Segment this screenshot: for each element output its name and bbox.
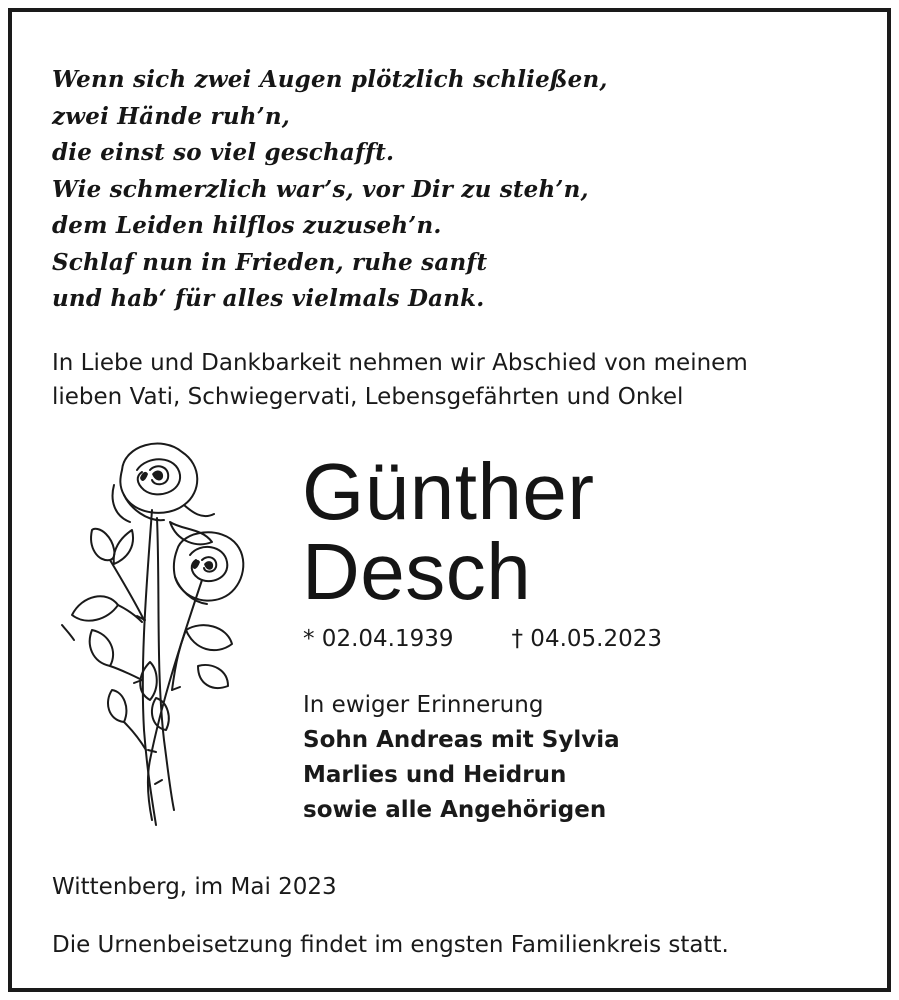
deceased-last-name: Desch	[302, 527, 532, 616]
death-date: † 04.05.2023	[511, 626, 662, 652]
poem-line: und hab‘ für alles vielmals Dank.	[52, 285, 485, 312]
place-and-date: Wittenberg, im Mai 2023	[52, 874, 337, 900]
deceased-first-name: Günther	[302, 447, 595, 536]
rose-drawing-icon	[52, 430, 252, 835]
birth-date: * 02.04.1939	[303, 626, 454, 652]
poem-line: Wenn sich zwei Augen plötzlich schließen,	[52, 66, 608, 93]
mourner-name: Sohn Andreas mit Sylvia	[303, 727, 620, 753]
farewell-intro	[52, 346, 748, 414]
deceased-name	[302, 447, 595, 616]
poem-line: dem Leiden hilflos zuzuseh’n.	[52, 212, 442, 239]
poem	[52, 62, 608, 318]
burial-note: Die Urnenbeisetzung findet im engsten Familienkreis statt.	[52, 932, 729, 958]
intro-line: lieben Vati, Schwiegervati, Lebensgefährten und Onkel	[52, 384, 684, 410]
mourners-block	[303, 688, 620, 828]
mourner-name: Marlies und Heidrun	[303, 762, 567, 788]
intro-line: In Liebe und Dankbarkeit nehmen wir Abschied von meinem	[52, 350, 748, 376]
poem-line: die einst so viel geschafft.	[52, 139, 395, 166]
poem-line: Wie schmerzlich war’s, vor Dir zu steh’n,	[52, 175, 589, 203]
mourner-name: sowie alle Angehörigen	[303, 797, 607, 823]
memory-heading: In ewiger Erinnerung	[303, 692, 544, 718]
poem-line: Schlaf nun in Frieden, ruhe sanft	[52, 248, 488, 276]
poem-line: zwei Hände ruh’n,	[52, 102, 291, 130]
life-dates	[303, 624, 662, 654]
obituary-frame	[8, 8, 891, 992]
